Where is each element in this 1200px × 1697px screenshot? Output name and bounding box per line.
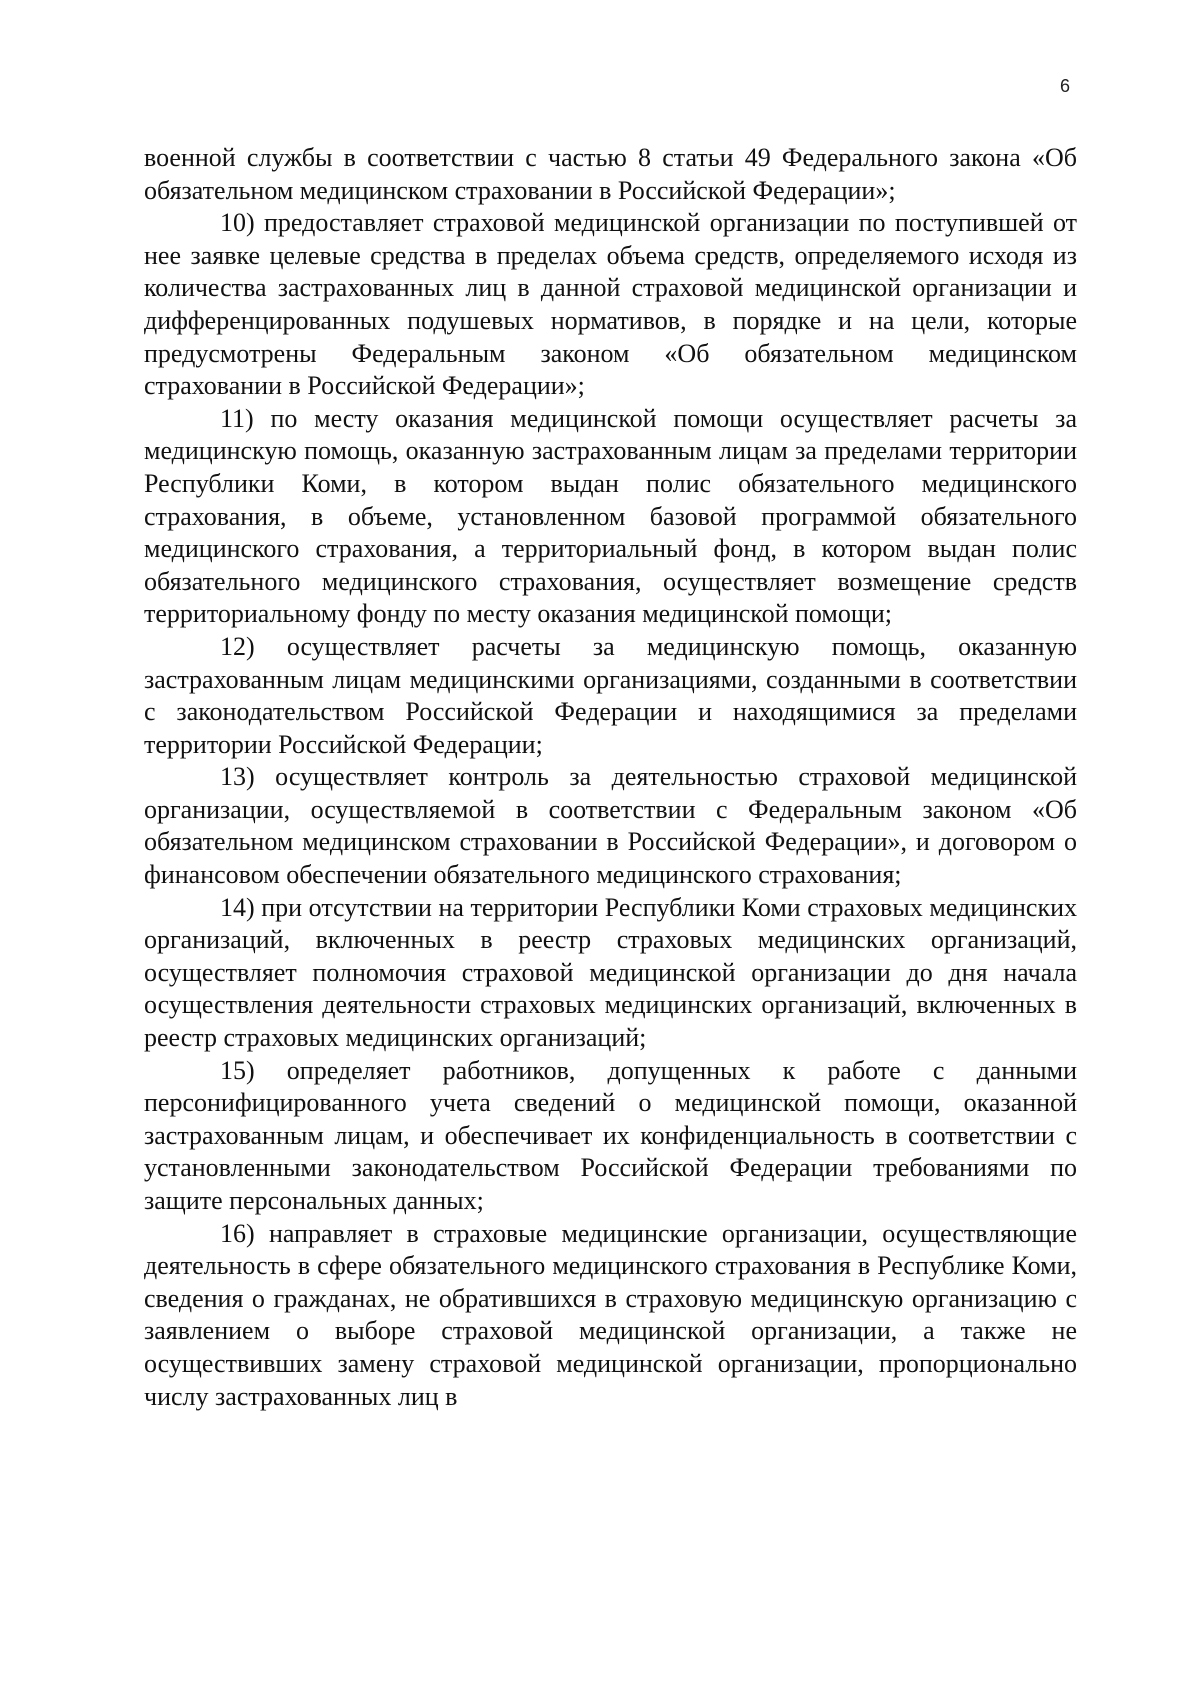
paragraph-continuation: военной службы в соответствии с частью 8 статьи 49 Федерального закона «Об обязательном медицинском страховании в Российской Федерации»; (144, 143, 1077, 205)
paragraph-item-11: 11) по месту оказания медицинской помощи осуществляет расчеты за медицинскую помощь, оказанную застрахованным лицам за пределами территории Республики Коми, в котором выдан полис обязательного медицинского страхования, в объеме, установленном базовой программой обязательного медицинского страхования, а территориальный фонд, в котором выдан полис обязательного медицинского страхования, осуществляет возмещение средств территориальному фонду по месту оказания медицинской помощи; (144, 403, 1077, 629)
paragraph-item-10: 10) предоставляет страховой медицинской организации по поступившей от нее заявке целевые средства в пределах объема средств, определяемого исходя из количества застрахованных лиц в данной страховой медицинской организации и дифференцированных подушевых нормативов, в порядке и на цели, которые предусмотрены Федеральным законом «Об обязательном медицинском страховании в Российской Федерации»; (144, 208, 1077, 401)
document-body (144, 142, 1077, 1413)
paragraph-item-16: 16) направляет в страховые медицинские организации, осуществляющие деятельность в сфере обязательного медицинского страхования в Республике Коми, сведения о гражданах, не обратившихся в страховую медицинскую организацию с заявлением о выборе страховой медицинской организации, а также не осуществивших замену страховой медицинской организации, пропорционально числу застрахованных лиц в (144, 1218, 1077, 1411)
paragraph-item-14: 14) при отсутствии на территории Республики Коми страховых медицинских организаций, включенных в реестр страховых медицинских организаций, осуществляет полномочия страховой медицинской организации до дня начала осуществления деятельности страховых медицинских организаций, включенных в реестр страховых медицинских организаций; (144, 892, 1077, 1053)
paragraph-item-12: 12) осуществляет расчеты за медицинскую помощь, оказанную застрахованным лицам медицинскими организациями, созданными в соответствии с законодательством Российской Федерации и находящимися за пределами территории Российской Федерации; (144, 631, 1077, 759)
paragraph-item-15: 15) определяет работников, допущенных к работе с данными персонифицированного учета сведений о медицинской помощи, оказанной застрахованным лицам, и обеспечивает их конфиденциальность в соответствии с установленными законодательством Российской Федерации требованиями по защите персональных данных; (144, 1055, 1077, 1215)
page-number: 6 (1060, 76, 1071, 96)
paragraph-item-13: 13) осуществляет контроль за деятельностью страховой медицинской организации, осуществляемой в соответствии с Федеральным законом «Об обязательном медицинском страховании в Российской Федерации», и договором о финансовом обеспечении обязательного медицинского страхования; (144, 762, 1077, 890)
